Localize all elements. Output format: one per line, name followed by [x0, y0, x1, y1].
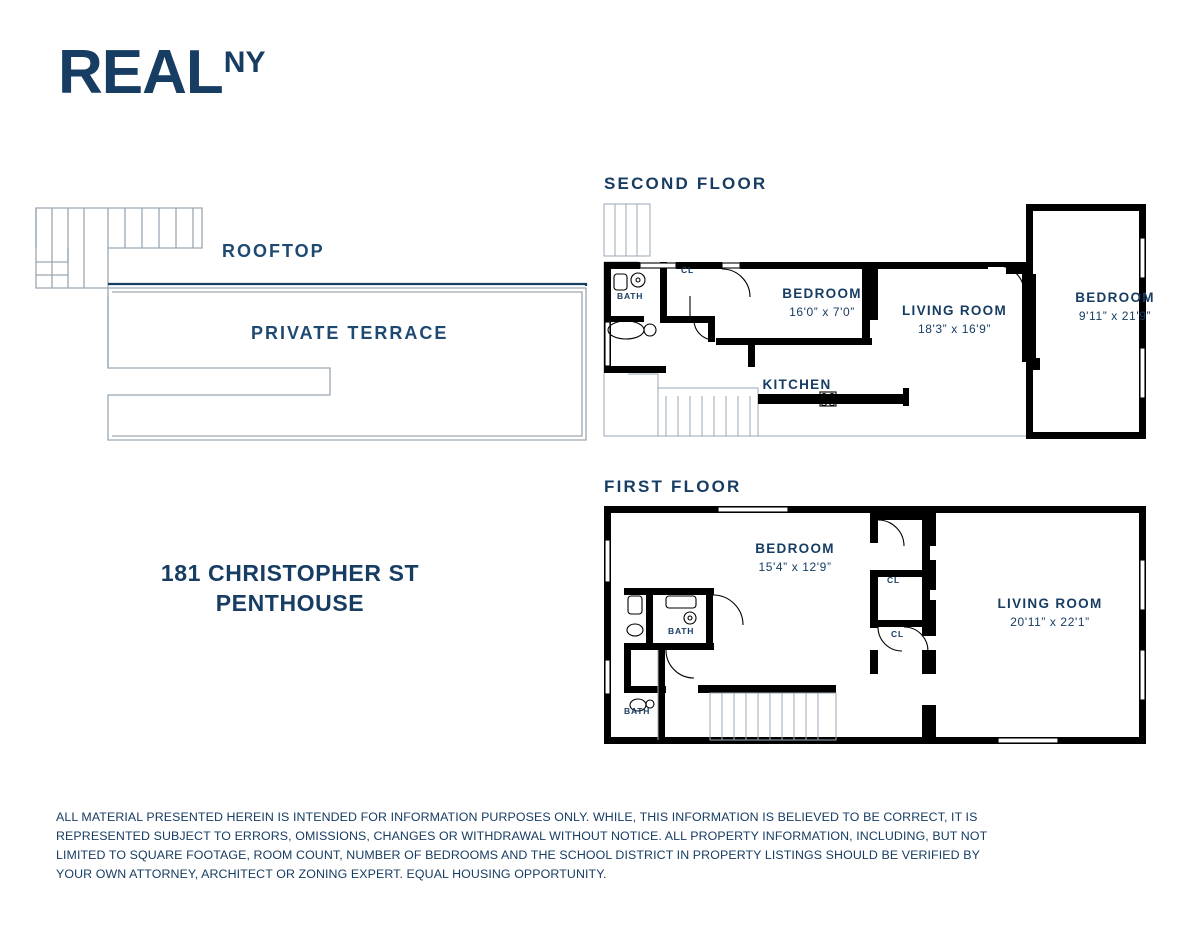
rooftop-label: ROOFTOP: [222, 241, 325, 261]
rooftop-floorplan: [30, 200, 600, 450]
room-dimensions: 16'0” x 7'0”: [789, 304, 855, 319]
room-name: LIVING ROOM: [901, 303, 1008, 318]
brand-logo-main: REAL: [58, 38, 223, 107]
page-title: [0, 558, 580, 618]
closet-label-1f-upper: CL: [887, 575, 900, 585]
brand-logo-superscript: NY: [223, 46, 266, 79]
bath-label-1f-lower: BATH: [624, 706, 651, 716]
disclaimer-text: ALL MATERIAL PRESENTED HEREIN IS INTENDED FOR INFORMATION PURPOSES ONLY. WHILE, THIS INFORMATION IS BELIEVED TO BE CORRECT, IT IS REPRESENTED SUBJECT TO ERRORS, OMISSIONS, CHANGES OR WITHDRAWAL WITHOUT NOTICE. ALL PROPERTY INFORMATION, INCLUDING, BUT NOT LIMITED TO SQUARE FOOTAGE, ROOM COUNT, NUMBER OF BEDROOMS AND THE SCHOOL DISTRICT IN PROPERTY LISTINGS SHOULD BE VERIFIED BY YOUR OWN ATTORNEY, ARCHITECT OR ZONING EXPERT. EQUAL HOUSING OPPORTUNITY.: [56, 810, 988, 881]
bath-label-1f-upper: BATH: [668, 626, 695, 636]
room-kitchen-2f: [722, 377, 872, 394]
room-name: KITCHEN: [762, 377, 832, 392]
room-name: BEDROOM: [782, 286, 862, 301]
room-name: BEDROOM: [755, 541, 835, 556]
private-terrace-label: PRIVATE TERRACE: [251, 323, 449, 343]
room-dimensions: 18'3” x 16'9”: [917, 321, 992, 336]
room-living-room-1f: [955, 596, 1145, 630]
closet-label-1f-lower: CL: [891, 629, 904, 639]
room-name: LIVING ROOM: [997, 596, 1103, 611]
address-line-1: 181 CHRISTOPHER ST: [160, 560, 420, 586]
brand-logo: [58, 38, 266, 107]
room-bedroom-1f: [700, 541, 890, 575]
rooftop-floorplan-svg: [30, 200, 600, 450]
room-name: BEDROOM: [1075, 290, 1155, 305]
address-line-2: PENTHOUSE: [215, 590, 365, 616]
closet-label-2f: CL: [681, 265, 694, 275]
room-living-room-2f: [862, 303, 1047, 337]
room-dimensions: 15'4” x 12'9”: [758, 559, 832, 574]
first-floor-title: FIRST FLOOR: [604, 477, 742, 496]
room-dimensions: 20'11” x 22'1”: [1010, 614, 1090, 629]
bath-label-2f: BATH: [617, 291, 644, 301]
room-bedroom-2f-right: [1040, 290, 1190, 324]
second-floor-title: SECOND FLOOR: [604, 174, 768, 193]
room-dimensions: 9'11” x 21'9”: [1078, 308, 1152, 323]
